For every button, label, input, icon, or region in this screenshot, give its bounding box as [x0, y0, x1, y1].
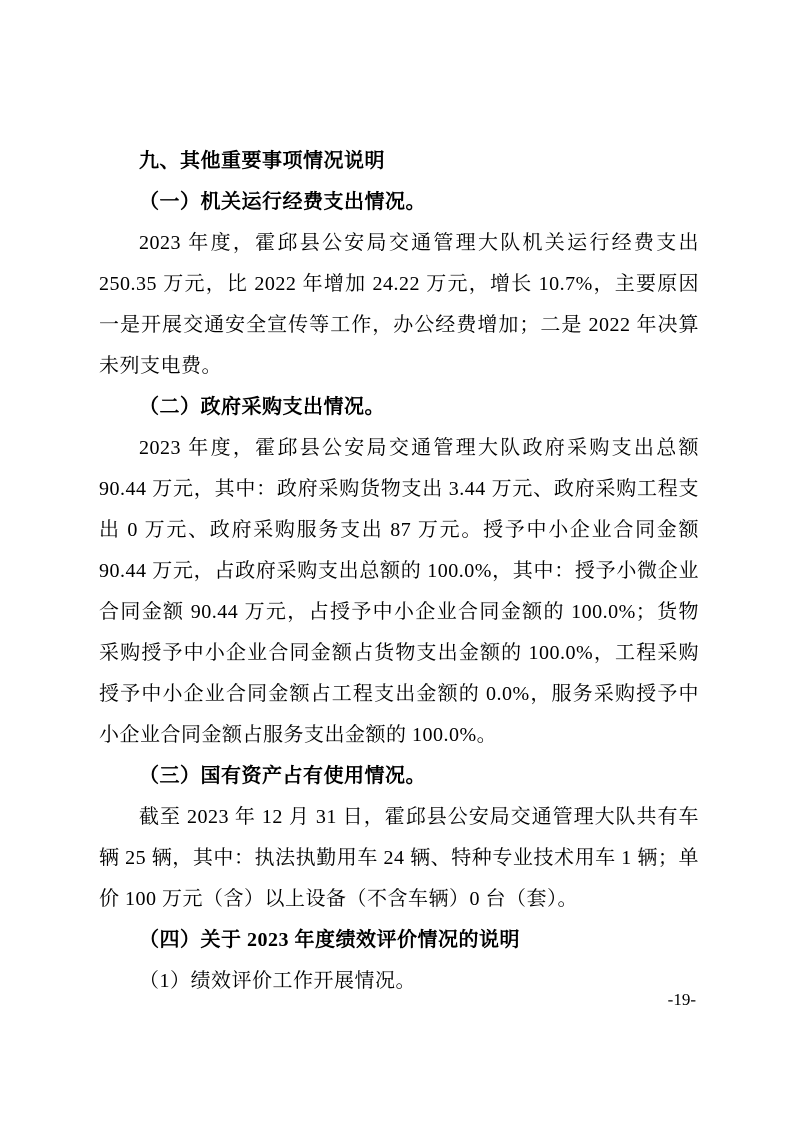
paragraph-government-procurement: 2023 年度，霍邱县公安局交通管理大队政府采购支出总额 90.44 万元，其中：政府采购货物支出 3.44 万元、政府采购工程支出 0 万元、政府采购服务支出 87 万元。授予中小企业合同金额 90.44 万元，占政府采购支出总额的 100.0%，其中：授予小微企业合同金额 90.44 万元，占授予中小企业合同金额的 100.0%；货物采购授予中小企业合同金额占货物支出金额的 100.0%，工程采购授予中小企业合同金额占工程支出金额的 0.0%，服务采购授予中小企业合同金额占服务支出金额的 100.0%。	[99, 437, 699, 746]
page-number: -19-	[667, 990, 696, 1009]
paragraph-performance-evaluation: （1）绩效评价工作开展情况。	[139, 970, 416, 992]
paragraph-operating-expenses: 2023 年度，霍邱县公安局交通管理大队机关运行经费支出 250.35 万元，比 2022 年增加 24.22 万元，增长 10.7%，主要原因一是开展交通安全宣传等工作，办公经费增加；二是 2022 年决算未列支电费。	[99, 232, 699, 377]
subsection-title-government-procurement: （二）政府采购支出情况。	[139, 396, 385, 418]
section-heading: 九、其他重要事项情况说明	[139, 150, 385, 172]
subsection-title-operating-expenses: （一）机关运行经费支出情况。	[139, 191, 426, 213]
document-content	[99, 141, 699, 1002]
subsection-title-performance-evaluation: （四）关于 2023 年度绩效评价情况的说明	[139, 929, 520, 951]
paragraph-state-assets: 截至 2023 年 12 月 31 日，霍邱县公安局交通管理大队共有车辆 25 辆，其中：执法执勤用车 24 辆、特种专业技术用车 1 辆；单价 100 万元（含）以上设备（不含车辆）0 台（套）。	[99, 806, 699, 910]
subsection-title-state-assets: （三）国有资产占有使用情况。	[139, 765, 426, 787]
